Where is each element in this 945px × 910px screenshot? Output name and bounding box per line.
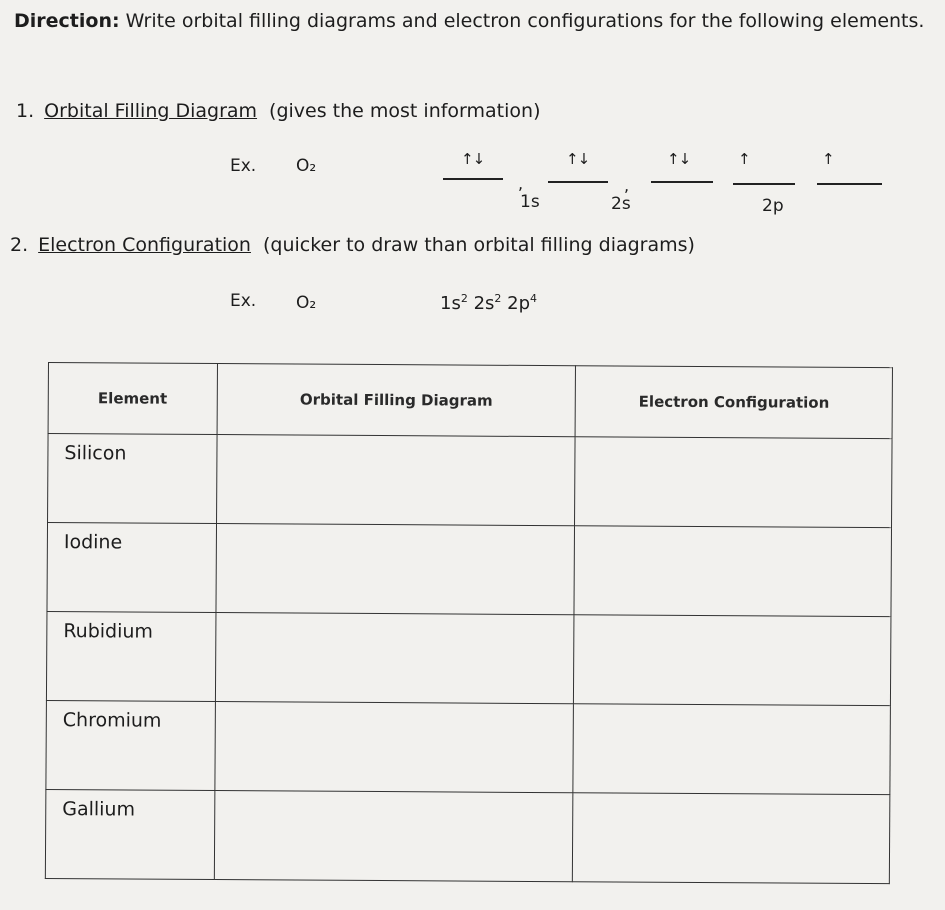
electron-config-answer-cell[interactable] xyxy=(573,793,890,884)
orbital-label-2p: 2p xyxy=(762,196,784,216)
section1-note: (gives the most information) xyxy=(269,100,541,122)
element-name: Silicon xyxy=(64,442,127,465)
config-term-sup: 2 xyxy=(460,292,468,305)
orbital-2p-c-arrows: ↑ xyxy=(822,150,834,168)
directions xyxy=(14,8,929,34)
config-term: 2s xyxy=(473,293,495,314)
example2-ex: Ex. xyxy=(230,291,257,311)
orbital-diagram-answer-cell[interactable] xyxy=(214,791,573,882)
table-row xyxy=(46,611,891,705)
orbital-2p-a-line xyxy=(651,181,713,183)
orbital-diagram-answer-cell[interactable] xyxy=(216,435,575,526)
table-row xyxy=(46,700,891,794)
orbital-diagram-answer-cell[interactable] xyxy=(215,613,574,704)
example1-ex: Ex. xyxy=(230,156,257,176)
table-row xyxy=(45,789,890,883)
element-name: Chromium xyxy=(62,709,162,732)
section1-title: Orbital Filling Diagram xyxy=(44,100,258,122)
header-orbital-filling-diagram: Orbital Filling Diagram xyxy=(217,364,576,437)
table-row xyxy=(47,523,892,617)
orbital-comma: , xyxy=(518,174,524,193)
element-cell xyxy=(47,523,216,613)
element-name: Rubidium xyxy=(63,620,154,643)
table-row xyxy=(48,434,893,528)
element-cell xyxy=(46,611,215,701)
section2-title: Electron Configuration xyxy=(38,234,251,256)
section2-number: 2. xyxy=(10,234,29,256)
section1-number: 1. xyxy=(16,100,35,122)
orbital-2p-b-line xyxy=(733,183,795,185)
config-term: 2p xyxy=(507,293,531,314)
element-cell xyxy=(48,434,217,524)
orbital-label-2s: 2s xyxy=(611,194,631,214)
config-term-sup: 2 xyxy=(494,292,502,305)
orbital-1s-arrows: ↑↓ xyxy=(461,150,485,168)
example1-molecule: O₂ xyxy=(296,156,317,176)
orbital-diagram-answer-cell[interactable] xyxy=(216,524,575,615)
table-header-row xyxy=(48,363,892,439)
section2-note: (quicker to draw than orbital filling diagrams) xyxy=(262,234,695,256)
section-electron-configuration xyxy=(10,234,695,256)
element-name: Iodine xyxy=(63,531,123,554)
element-cell xyxy=(46,700,215,790)
header-electron-configuration: Electron Configuration xyxy=(576,366,893,439)
config-term-sup: 4 xyxy=(530,292,538,305)
elements-table xyxy=(45,362,893,884)
section-orbital-filling xyxy=(16,100,540,122)
header-element: Element xyxy=(48,363,217,435)
electron-config-answer-cell[interactable] xyxy=(575,437,892,528)
orbital-2s-arrows: ↑↓ xyxy=(566,150,590,168)
electron-config-answer-cell[interactable] xyxy=(573,704,890,795)
orbital-2s-line xyxy=(548,181,608,183)
direction-text: Write orbital filling diagrams and electron configurations for the following elements. xyxy=(125,10,925,32)
electron-config-answer-cell[interactable] xyxy=(574,526,891,617)
orbital-label-1s: 1s xyxy=(520,192,540,212)
orbital-comma: , xyxy=(624,176,630,195)
orbital-diagram-answer-cell[interactable] xyxy=(214,702,573,793)
config-term: 1s xyxy=(440,293,461,314)
electron-config-answer-cell[interactable] xyxy=(574,615,891,706)
element-name: Gallium xyxy=(62,798,136,821)
orbital-1s-line xyxy=(443,178,503,180)
element-cell xyxy=(45,789,214,879)
example2-molecule: O₂ xyxy=(296,293,317,313)
direction-label: Direction: xyxy=(14,10,120,32)
orbital-2p-b-arrows: ↑ xyxy=(738,150,750,168)
orbital-2p-a-arrows: ↑↓ xyxy=(667,150,691,168)
orbital-2p-c-line xyxy=(817,183,882,185)
example2-configuration xyxy=(440,292,537,314)
